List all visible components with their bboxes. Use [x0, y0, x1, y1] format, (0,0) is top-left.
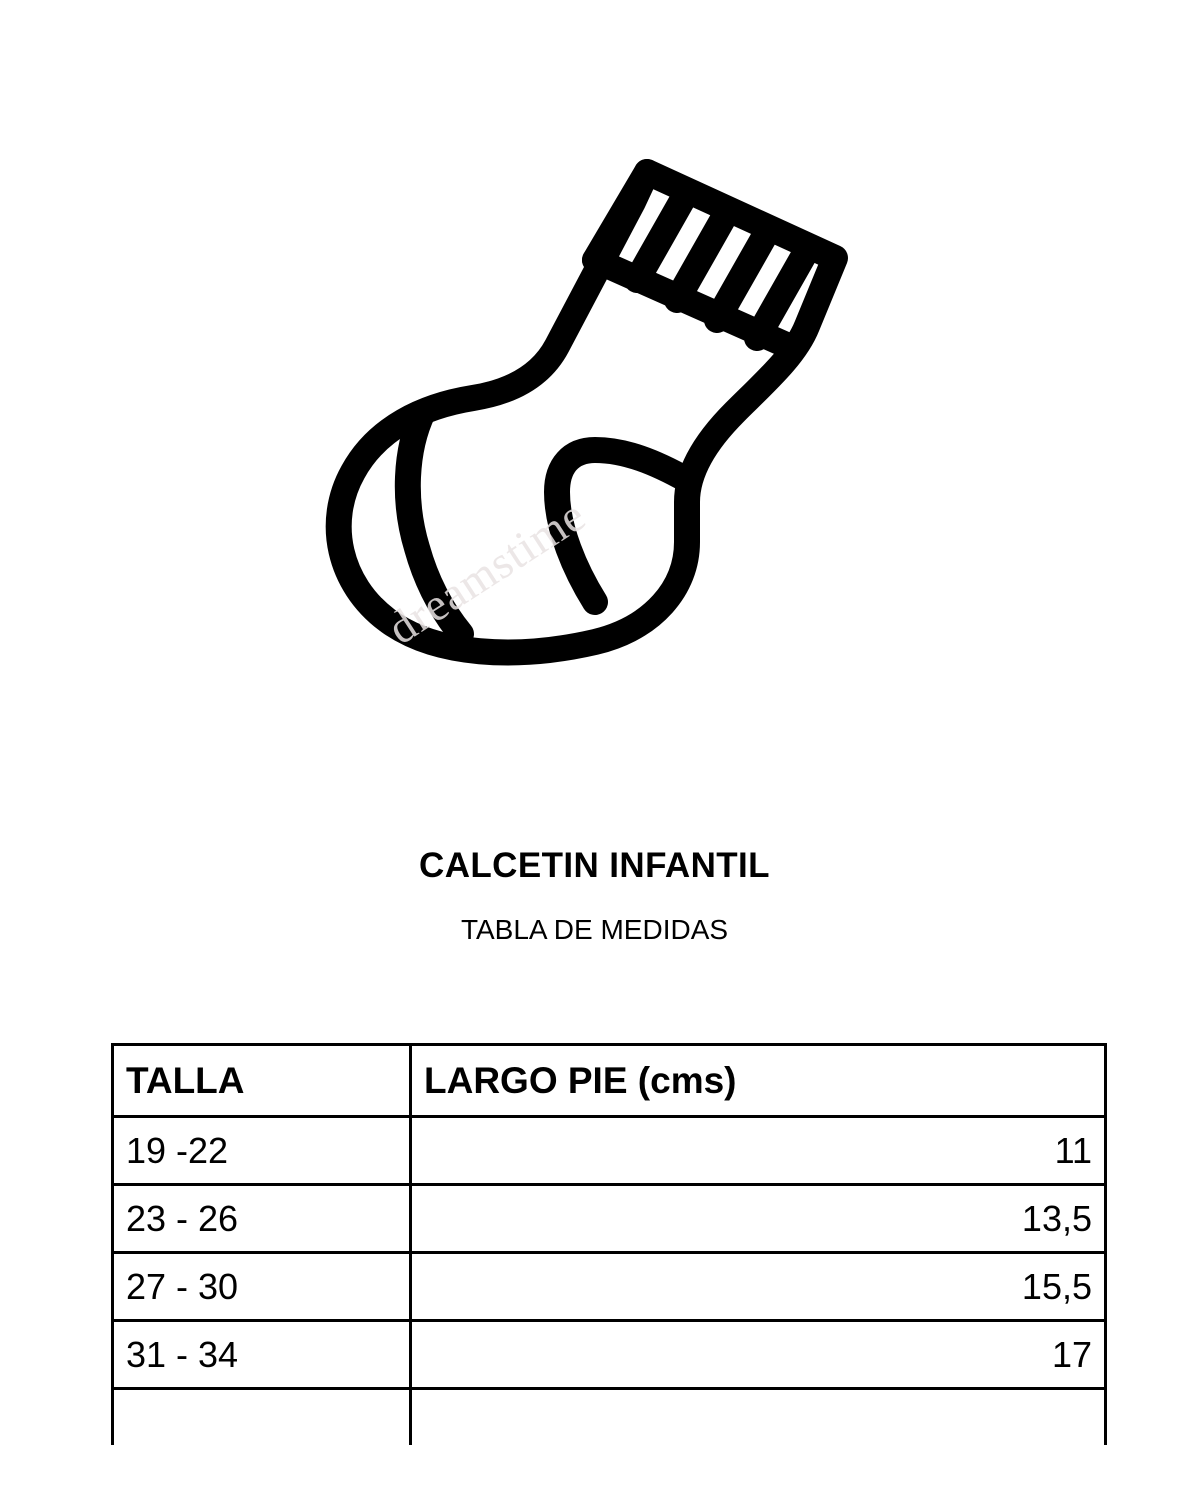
sock-illustration [0, 150, 1189, 720]
watermark-text: dreamstime [378, 488, 595, 655]
cell-largo: 15,5 [411, 1253, 1106, 1321]
cell-talla-empty [113, 1389, 411, 1445]
cell-largo: 11 [411, 1117, 1106, 1185]
size-table-container [111, 1043, 1104, 1445]
cell-talla: 23 - 26 [113, 1185, 411, 1253]
page-title: CALCETIN INFANTIL [419, 846, 770, 885]
size-table [111, 1043, 1107, 1445]
page-subtitle: TABLA DE MEDIDAS [460, 914, 729, 945]
table-row [113, 1117, 1106, 1185]
cell-largo: 17 [411, 1321, 1106, 1389]
table-row-partial [113, 1389, 1106, 1445]
cell-talla: 31 - 34 [113, 1321, 411, 1389]
column-header-talla: TALLA [113, 1045, 411, 1117]
cell-largo: 13,5 [411, 1185, 1106, 1253]
table-row [113, 1253, 1106, 1321]
column-header-largo: LARGO PIE (cms) [411, 1045, 1106, 1117]
title-block [0, 845, 1189, 947]
cell-talla: 27 - 30 [113, 1253, 411, 1321]
cell-talla: 19 -22 [113, 1117, 411, 1185]
cell-largo-empty [411, 1389, 1106, 1445]
table-row [113, 1321, 1106, 1389]
table-header-row [113, 1045, 1106, 1117]
table-row [113, 1185, 1106, 1253]
